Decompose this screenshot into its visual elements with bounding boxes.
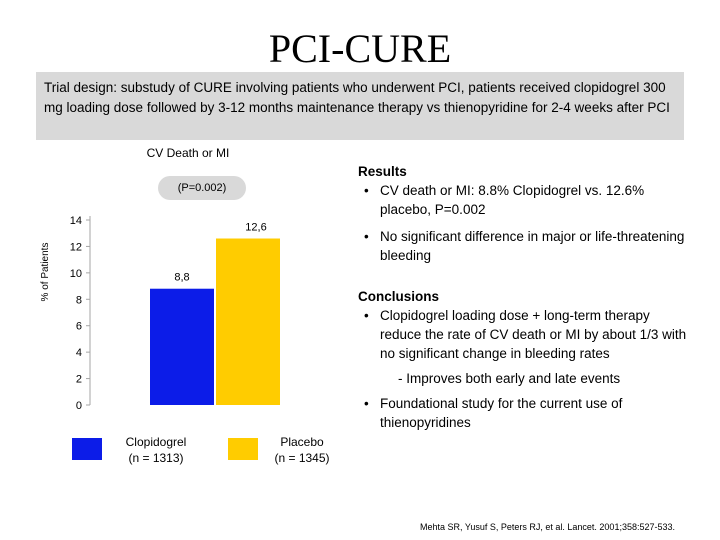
conclusions-sub-item: - Improves both early and late events — [398, 371, 621, 386]
legend-label-placebo — [258, 434, 346, 466]
y-tick-label: 0 — [75, 400, 82, 412]
y-tick-label: 8 — [75, 294, 82, 307]
results-item: • No significant difference in major or life-threatening bleeding — [358, 227, 688, 265]
conclusions-item: • Clopidogrel loading dose + long-term therapy reduce the rate of CV death or MI by about 1/3 with no significant change in bleeding rates — [358, 306, 688, 363]
p-value-badge: (P=0.002) — [158, 176, 246, 200]
legend-label-clopidogrel — [112, 434, 200, 466]
y-tick-label: 4 — [75, 347, 82, 360]
bar — [216, 239, 280, 406]
legend-label-clopidogrel-name: Clopidogrel — [125, 435, 187, 449]
conclusions-heading: Conclusions — [358, 289, 440, 304]
legend-swatch-placebo — [228, 438, 258, 460]
legend-swatch-clopidogrel — [72, 438, 102, 460]
legend-label-placebo-n: (n = 1345) — [274, 451, 330, 465]
results-heading: Results — [358, 164, 407, 179]
results-item: • CV death or MI: 8.8% Clopidogrel vs. 12.6% placebo, P=0.002 — [358, 181, 688, 219]
bar-value-label: 8,8 — [174, 271, 190, 284]
y-tick-label: 6 — [75, 320, 82, 333]
y-tick-label: 10 — [69, 267, 82, 280]
conclusions-item: • Foundational study for the current use of thienopyridines — [358, 394, 688, 432]
y-axis-label: % of Patients — [40, 242, 51, 302]
y-tick-label: 2 — [75, 373, 82, 386]
results-panel — [358, 162, 688, 432]
legend-label-placebo-name: Placebo — [280, 435, 324, 449]
bar-chart — [56, 205, 296, 415]
bar — [150, 289, 214, 405]
bar-value-label: 12,6 — [245, 221, 267, 234]
chart-title: CV Death or MI — [146, 146, 230, 160]
trial-design-box: Trial design: substudy of CURE involving patients who underwent PCI, patients received clopidogrel 300 mg loading dose followed by 3-12 months maintenance therapy vs thienopyridine for 2-4 weeks after PCI — [36, 72, 684, 140]
y-tick-label: 12 — [69, 241, 82, 254]
citation: Mehta SR, Yusuf S, Peters RJ, et al. Lancet. 2001;358:527-533. — [420, 522, 675, 532]
slide-title: PCI-CURE — [268, 26, 452, 71]
legend-label-clopidogrel-n: (n = 1313) — [128, 451, 184, 465]
y-tick-label: 14 — [69, 215, 82, 227]
